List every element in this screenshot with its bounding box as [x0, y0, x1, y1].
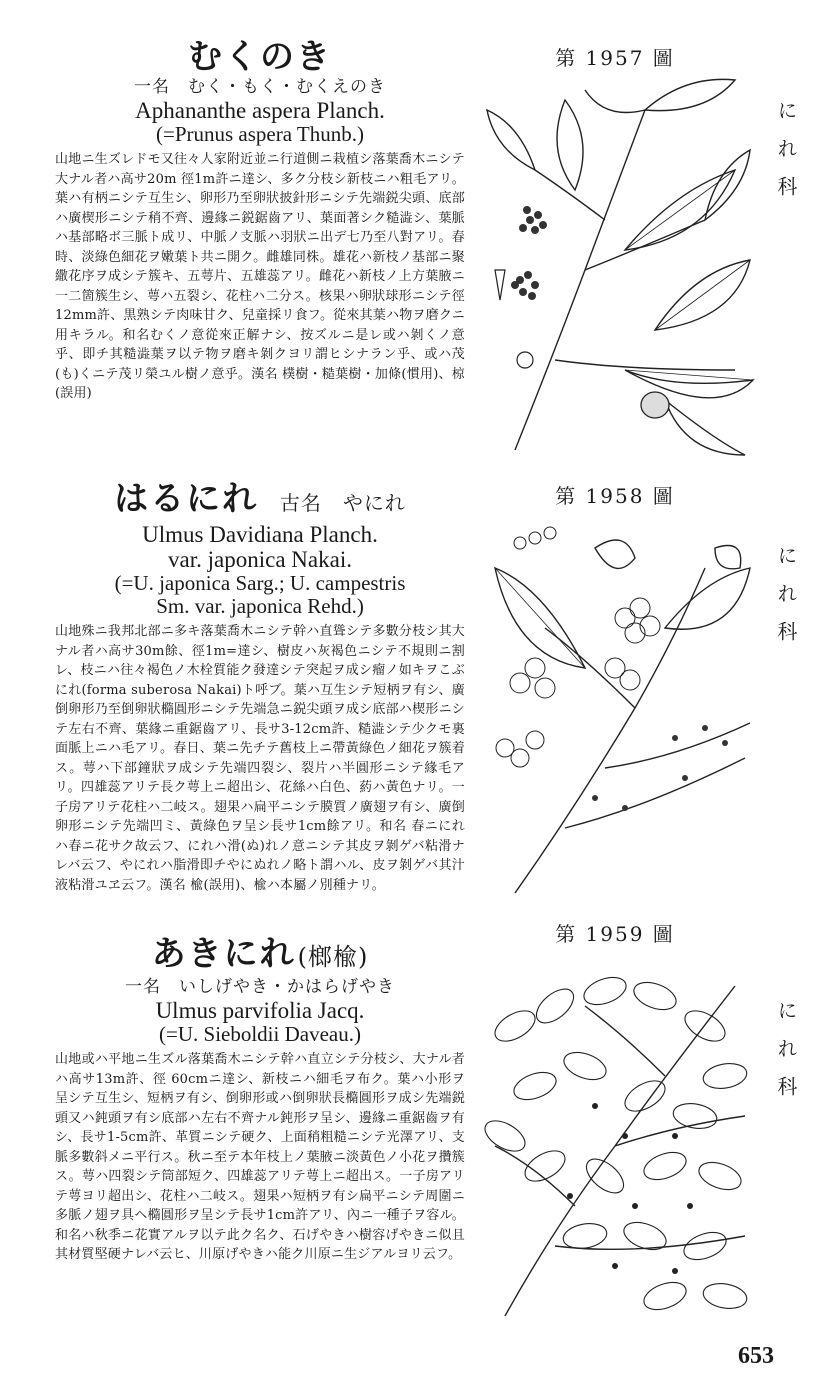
family-label — [765, 100, 798, 228]
entry-text — [55, 935, 465, 1265]
entry-alias: 一名 むく・もく・むくえのき — [134, 77, 386, 97]
entry-latin-name: Ulmus parvifolia Jacq. — [155, 998, 365, 1023]
entry-synonym: (=Prunus aspera Thunb.) — [155, 122, 364, 146]
figure-label: 第 1958 圖 — [555, 484, 675, 508]
entry-latin-name: Aphananthe aspera Planch. — [135, 98, 385, 123]
entry-title-text: はるにれ — [114, 479, 259, 519]
family-text: にれ科 — [774, 545, 798, 659]
entry-title: むくのき — [188, 37, 332, 77]
family-label — [765, 545, 798, 673]
entry-text — [55, 480, 465, 895]
entry-title — [55, 935, 465, 976]
entry-description: 山地或ハ平地ニ生ズル落葉喬木ニシテ幹ハ直立シテ分枝シ、大ナル者ハ高サ13m許、徑 60cmニ達シ、新枝ニハ細毛ヲ布ク。葉ハ小形ヲ呈シテ互生シ、短柄ヲ有シ、倒卵形或ハ倒卵狀長橢圓形ヲ成シ先端鋭頭又ハ鈍頭ヲ有シ底部ハ左右不齊ナル鈍形ヲ呈シ、邊緣ニ重鋸齒ヲ有シ、長サ1-5cm許、革質ニシテ硬ク、上面稍粗糙ニシテ光澤アリ、支脈多數斜メニ平行ス。秋ニ至テ本年枝上ノ葉腋ニ淡黃色ノ小花ヲ攢簇ス。萼ハ四裂シテ筒部短ク、四雄蕊アリテ萼上ニ超出ス。一子房アリテ萼ヨリ超出シ、花柱ハ二岐ス。翅果ハ短柄ヲ有シ扁平ニシテ周圍ニ多脈ノ翅ヲ具ヘ橢圓形ヲ呈シテ長サ1cm許アリ、內ニ一種子ヲ容ル。和名ハ秋季ニ花實アルヲ以テ此ク名ク、石げやきハ樹容げやきニ似且其材質堅硬ナレバ云ヒ、川原げやきハ能ク川原ニ生ジアルヨリ云フ。 — [55, 1052, 465, 1262]
family-label — [765, 1000, 798, 1128]
entry-title-text: あきにれ — [151, 934, 296, 974]
entry-title — [55, 480, 465, 522]
page-number: 653 — [738, 1343, 774, 1369]
family-text: にれ科 — [774, 1000, 798, 1114]
akinire-illustration — [475, 946, 755, 1326]
entry-synonym: (=U. Sieboldii Daveau.) — [159, 1022, 361, 1046]
figure-1959 — [475, 922, 755, 1326]
entry-latin-name: Ulmus Davidiana Planch. — [142, 522, 378, 547]
entry-text — [55, 38, 465, 404]
figure-1957 — [475, 46, 755, 460]
entry-synonym: (=U. japonica Sarg.; U. campestris — [114, 571, 406, 595]
entry-description: 山地殊ニ我邦北部ニ多キ落葉喬木ニシテ幹ハ直聳シテ多數分枝シ其大ナル者ハ高サ30m餘、徑1m=達シ、樹皮ハ灰褐色ニシテ不規則ニ割レ、枝ニハ往々褐色ノ木栓質能ク發達シテ突起ヲ成シ瘤ノ如キヲこぶにれ(forma suberosa Nakai)ト呼ブ。葉ハ互生シテ短柄ヲ有シ、廣倒卵形乃至倒卵狀橢圓形ニシテ先端急ニ鋭尖頭ヲ成シ底部ハ楔形ニシテ左右不齊、葉緣ニ重鋸齒アリ、長サ3-12cm許、糙澁シテ少クモ裏面脈上ニハ毛アリ。春日、葉ニ先チテ舊枝上ニ帶黃綠色ノ細花ヲ簇着ス。萼ハ下部鐘狀ヲ成シテ先端四裂シ、裂片ハ半圓形ニシテ緣毛アリ。四雄蕊アリテ長ク萼上ニ超出シ、花絲ハ白色、葯ハ黃色ナリ。一子房アリテ花柱ハ二岐ス。翅果ハ扁平ニシテ膜質ノ廣翅ヲ有シ、廣倒卵形ニシテ先端凹ミ、黃綠色ヲ呈シ長サ1cm餘アリ。和名 春ニにれハ春ニ花サク故云フ、にれハ滑(ぬ)れノ意ニシテ其皮ヲ剝ゲバ粘滑ナレバ云フ、やにれハ脂滑即チやにぬれノ略ト謂ハル、皮ヲ剝ゲバ其汁液粘滑ユヱ云フ。漢名 楡(誤用)、楡ハ本屬ノ別種ナリ。 — [55, 624, 465, 893]
figure-label: 第 1957 圖 — [555, 46, 675, 70]
figure-label: 第 1959 圖 — [555, 922, 675, 946]
entry-title-kanji: (榔楡) — [297, 943, 369, 971]
family-text: にれ科 — [774, 100, 798, 214]
entry-synonym-2: Sm. var. japonica Rehd.) — [156, 594, 364, 618]
mukunoki-illustration — [475, 70, 755, 460]
entry-alias: 古名 やにれ — [279, 491, 406, 515]
harunire-illustration — [475, 508, 755, 898]
figure-1958 — [475, 484, 755, 898]
entry-latin-variety: var. japonica Nakai. — [168, 547, 352, 572]
entry-description: 山地ニ生ズレドモ又往々人家附近並ニ行道側ニ栽植シ落葉喬木ニシテ大ナル者ハ高サ20m 徑1m許ニ達シ、多ク分枝シ新枝ニハ粗毛アリ。葉ハ有柄ニシテ互生シ、卵形乃至卵狀披針形ニシテ先端鋭尖頭、底部ハ廣楔形ニシテ稍不齊、邊緣ニ鋭鋸齒アリ、葉面著シク糙澁シ、葉脈ハ基部略ボ三脈ト成リ、中脈ノ支脈ハ羽狀ニ出デ七乃至八對アリ。春時、淡綠色細花ヲ嫩葉ト共ニ開ク。雌雄同株。雄花ハ新枝ノ基部ニ聚繖花序ヲ成シテ簇キ、五萼片、五雄蕊アリ。雌花ハ新枝ノ上方葉腋ニ一二箇簇生シ、萼ハ五裂シ、花柱ハ二分ス。核果ハ卵狀球形ニシテ徑12mm許、黒熟シテ肉味甘ク、兒童採リ食フ。從來其葉ハ物ヲ磨クニ用キラル。和名むくノ意從來正解ナシ、按ズルニ是レ或ハ剝くノ意乎、即チ其糙澁葉ヲ以テ物ヲ磨キ剝クヨリ謂ヒシナラン乎、或ハ茂(も)くニテ茂リ榮ユル樹ノ意乎。漢名 樸樹・糙葉樹・加條(慣用)、椋(誤用) — [55, 152, 465, 401]
entry-alias: 一名 いしげやき・かはらげやき — [125, 977, 395, 997]
